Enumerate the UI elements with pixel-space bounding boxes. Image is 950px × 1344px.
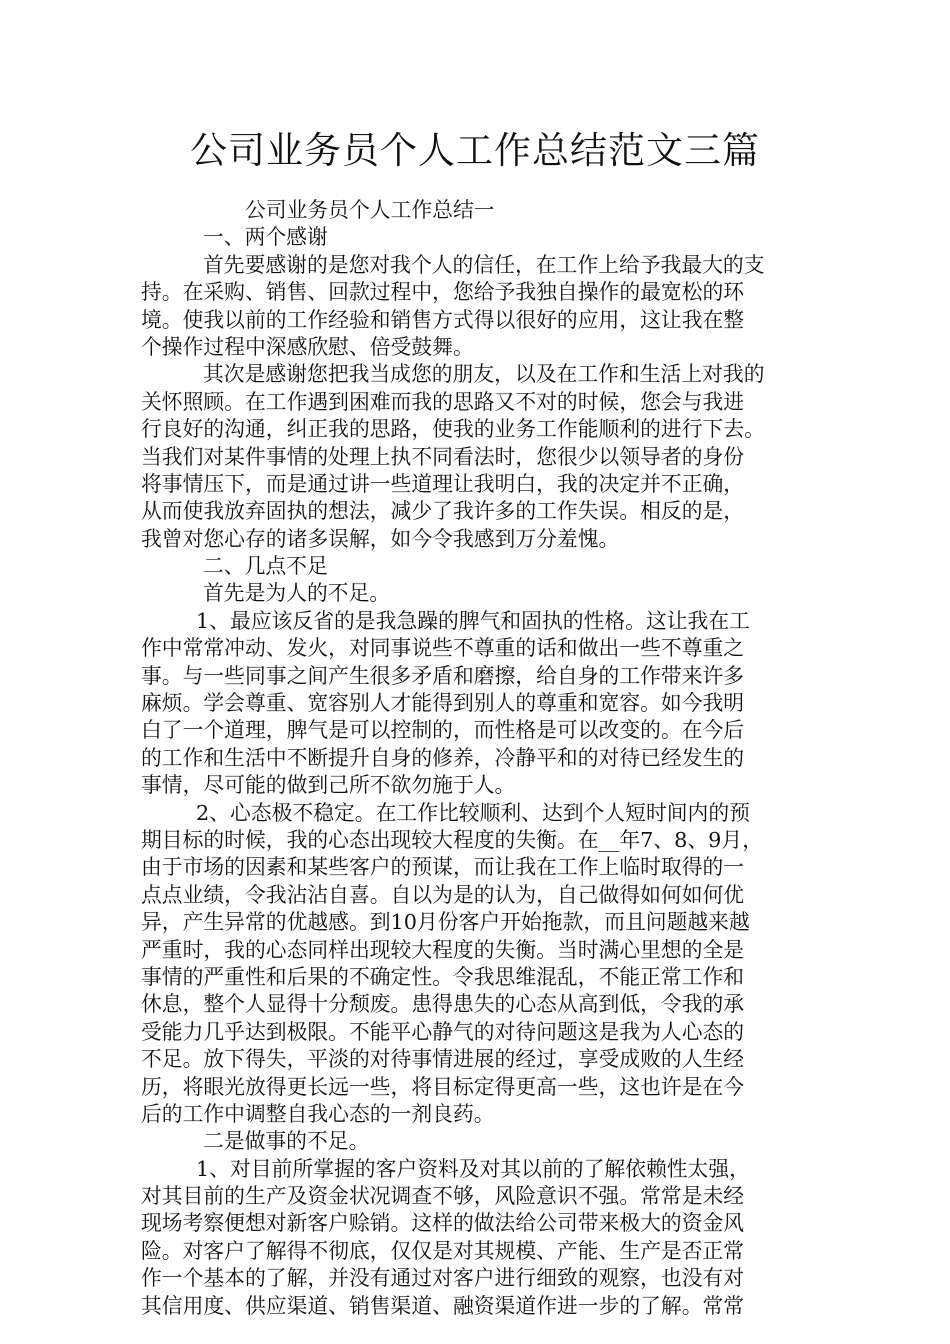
text-line: 麻烦。学会尊重、宽容别人才能得到别人的尊重和宽容。如今我明	[141, 691, 745, 716]
text-line: 首先要感谢的是您对我个人的信任，在工作上给予我最大的支	[203, 252, 765, 277]
text-line: 其次是感谢您把我当成您的朋友，以及在工作和生活上对我的	[203, 362, 765, 387]
text-line: 险。对客户了解得不彻底，仅仅是对其规模、产能、生产是否正常	[141, 1238, 745, 1263]
text-line: 2、心态极不稳定。在工作比较顺利、达到个人短时间内的预	[196, 800, 750, 825]
text-line: 作中常常冲动、发火，对同事说些不尊重的话和做出一些不尊重之	[141, 636, 745, 661]
text-line: 1、对目前所掌握的客户资料及对其以前的了解依赖性太强，	[196, 1156, 750, 1181]
text-line: 的工作和生活中不断提升自身的修养，冷静平和的对待已经发生的	[141, 745, 745, 770]
text-line: 持。在采购、销售、回款过程中，您给予我独自操作的最宽松的环	[141, 280, 745, 305]
text-line: 白了一个道理，脾气是可以控制的，而性格是可以改变的。在今后	[141, 718, 745, 743]
text-line: 期目标的时候，我的心态出现较大程度的失衡。在__年7、8、9月，	[141, 827, 764, 852]
text-line: 事情，尽可能的做到己所不欲勿施于人。	[141, 773, 516, 798]
text-line: 行良好的沟通，纠正我的思路，使我的业务工作能顺利的进行下去。	[141, 417, 765, 442]
text-line: 对其目前的生产及资金状况调查不够，风险意识不强。常常是未经	[141, 1184, 745, 1209]
text-line: 首先是为人的不足。	[203, 581, 391, 606]
text-line: 受能力几乎达到极限。不能平心静气的对待问题这是我为人心态的	[141, 1019, 745, 1044]
text-line: 公司业务员个人工作总结一	[245, 198, 495, 222]
text-line: 境。使我以前的工作经验和销售方式得以很好的应用，这让我在整	[141, 307, 745, 332]
text-line: 作一个基本的了解，并没有通过对客户进行细致的观察，也没有对	[141, 1266, 745, 1291]
text-line: 二是做事的不足。	[203, 1129, 370, 1154]
text-line: 将事情压下，而是通过讲一些道理让我明白，我的决定并不正确，	[141, 471, 745, 496]
text-line: 我曾对您心存的诸多误解，如今令我感到万分羞愧。	[141, 526, 620, 551]
text-line: 个操作过程中深感欣慰、倍受鼓舞。	[141, 334, 474, 359]
document-body	[141, 197, 813, 1320]
text-line: 严重时，我的心态同样出现较大程度的失衡。当时满心里想的全是	[141, 937, 745, 962]
text-line: 不足。放下得失，平淡的对待事情进展的经过，享受成败的人生经	[141, 1047, 745, 1072]
text-line: 点点业绩，令我沾沾自喜。自以为是的认为，自己做得如何如何优	[141, 882, 745, 907]
text-line: 历，将眼光放得更长远一些，将目标定得更高一些，这也许是在今	[141, 1074, 745, 1099]
text-line: 1、最应该反省的是我急躁的脾气和固执的性格。这让我在工	[196, 608, 750, 633]
text-line: 一、两个感谢	[203, 225, 328, 250]
text-line: 现场考察便想对新客户赊销。这样的做法给公司带来极大的资金风	[141, 1211, 745, 1236]
document-title: 公司业务员个人工作总结范文三篇	[190, 129, 760, 172]
text-line: 当我们对某件事情的处理上执不同看法时，您很少以领导者的身份	[141, 444, 745, 469]
text-line: 由于市场的因素和某些客户的预谋，而让我在工作上临时取得的一	[141, 855, 745, 880]
text-line: 二、几点不足	[203, 554, 328, 579]
text-line: 事情的严重性和后果的不确定性。令我思维混乱，不能正常工作和	[141, 964, 745, 989]
text-line: 后的工作中调整自我心态的一剂良药。	[141, 1101, 495, 1126]
text-line: 其信用度、供应渠道、销售渠道、融资渠道作进一步的了解。常常	[141, 1293, 745, 1318]
text-line: 异，产生异常的优越感。到10月份客户开始拖款，而且问题越来越	[141, 910, 750, 935]
text-line: 休息，整个人显得十分颓废。患得患失的心态从高到低，令我的承	[141, 992, 745, 1017]
text-line: 关怀照顾。在工作遇到困难而我的思路又不对的时候，您会与我进	[141, 389, 745, 414]
text-line: 事。与一些同事之间产生很多矛盾和磨擦，给自身的工作带来许多	[141, 663, 745, 688]
text-line: 从而使我放弃固执的想法，减少了我许多的工作失误。相反的是，	[141, 499, 745, 524]
